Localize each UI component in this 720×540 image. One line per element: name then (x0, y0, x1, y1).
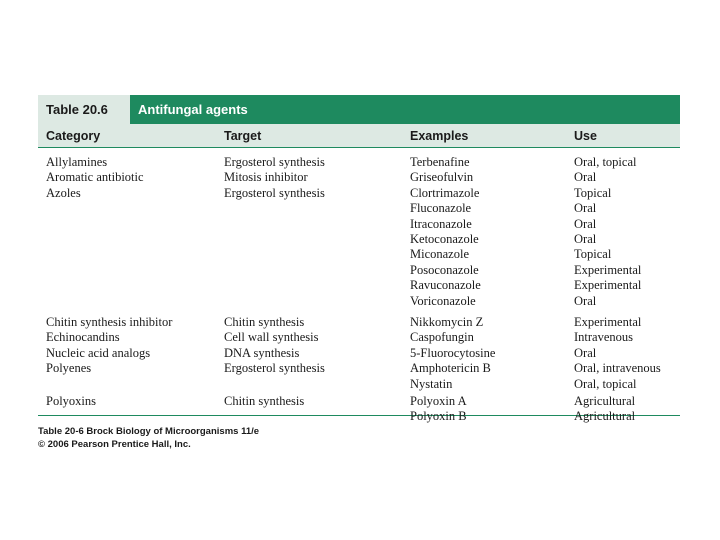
cell-target: Cell wall synthesis (224, 330, 319, 345)
table-row (38, 330, 680, 345)
table-row (38, 294, 680, 309)
cell-example: Miconazole (410, 247, 470, 262)
table-body (38, 148, 680, 424)
cell-example: Polyoxin A (410, 394, 467, 408)
table-row (38, 247, 680, 262)
cell-use: Intravenous (574, 330, 634, 345)
table-row (38, 377, 680, 392)
cell-use: Oral, topical (574, 155, 637, 169)
cell-use: Oral, intravenous (574, 361, 661, 376)
table-row (38, 409, 680, 424)
table-row (38, 217, 680, 232)
cell-target: Ergosterol synthesis (224, 361, 325, 376)
cell-use: Oral, topical (574, 376, 637, 391)
cell-use: Oral (574, 170, 597, 185)
cell-use: Agricultural (574, 394, 636, 408)
cell-category: Polyenes (46, 361, 92, 376)
cell-category: Nucleic acid analogs (46, 345, 151, 360)
cell-category: Allylamines (46, 155, 108, 169)
cell-example: Clortrimazole (410, 185, 480, 200)
cell-example: 5-Fluorocytosine (410, 345, 496, 360)
cell-target: Chitin synthesis (224, 315, 305, 329)
table-row (38, 170, 680, 185)
caption-copyright: © 2006 Pearson Prentice Hall, Inc. (38, 439, 191, 450)
cell-example: Voriconazole (410, 293, 476, 308)
cell-example: Terbenafine (410, 155, 470, 169)
cell-use: Topical (574, 247, 612, 262)
cell-use: Oral (574, 201, 597, 216)
cell-use: Experimental (574, 262, 642, 277)
table-row (38, 315, 680, 330)
cell-use: Topical (574, 185, 612, 200)
cell-use: Experimental (574, 278, 642, 293)
cell-use: Oral (574, 216, 597, 231)
cell-target: Ergosterol synthesis (224, 155, 325, 169)
table-row (38, 346, 680, 361)
cell-use: Oral (574, 293, 597, 308)
cell-target: Chitin synthesis (224, 394, 305, 408)
cell-category: Echinocandins (46, 330, 120, 345)
table-title: Antifungal agents (138, 102, 248, 117)
cell-example: Posoconazole (410, 262, 479, 277)
cell-target: DNA synthesis (224, 345, 300, 360)
cell-example: Ketoconazole (410, 232, 479, 246)
table-row (38, 201, 680, 216)
cell-example: Itraconazole (410, 216, 472, 231)
cell-category: Polyoxins (46, 394, 97, 408)
table-row (38, 155, 680, 170)
antifungal-table (38, 95, 680, 424)
header-category: Category (46, 129, 101, 143)
cell-example: Nystatin (410, 376, 453, 391)
cell-use: Oral (574, 232, 597, 246)
cell-use: Agricultural (574, 409, 636, 424)
cell-example: Griseofulvin (410, 170, 474, 185)
cell-example: Polyoxin B (410, 409, 467, 424)
table-row (38, 278, 680, 293)
table-row (38, 232, 680, 247)
figure-caption (38, 425, 259, 451)
cell-target: Ergosterol synthesis (224, 185, 325, 200)
header-target: Target (224, 129, 262, 143)
cell-target: Mitosis inhibitor (224, 170, 308, 185)
cell-example: Amphotericin B (410, 361, 491, 376)
header-use: Use (574, 129, 597, 143)
cell-category: Aromatic antibiotic (46, 170, 144, 185)
table-row (38, 263, 680, 278)
table-title-bar (38, 95, 680, 124)
table-row (38, 394, 680, 409)
table-header-row (38, 124, 680, 148)
header-examples: Examples (410, 129, 469, 143)
cell-use: Experimental (574, 315, 642, 329)
cell-example: Fluconazole (410, 201, 472, 216)
cell-example: Nikkomycin Z (410, 315, 484, 329)
cell-example: Ravuconazole (410, 278, 481, 293)
cell-category: Chitin synthesis inhibitor (46, 315, 173, 329)
table-number: Table 20.6 (38, 95, 130, 124)
cell-example: Caspofungin (410, 330, 474, 345)
table-row (38, 361, 680, 376)
cell-use: Oral (574, 345, 597, 360)
cell-category: Azoles (46, 185, 81, 200)
table-row (38, 186, 680, 201)
caption-source: Table 20-6 Brock Biology of Microorganisms 11/e (38, 426, 260, 437)
